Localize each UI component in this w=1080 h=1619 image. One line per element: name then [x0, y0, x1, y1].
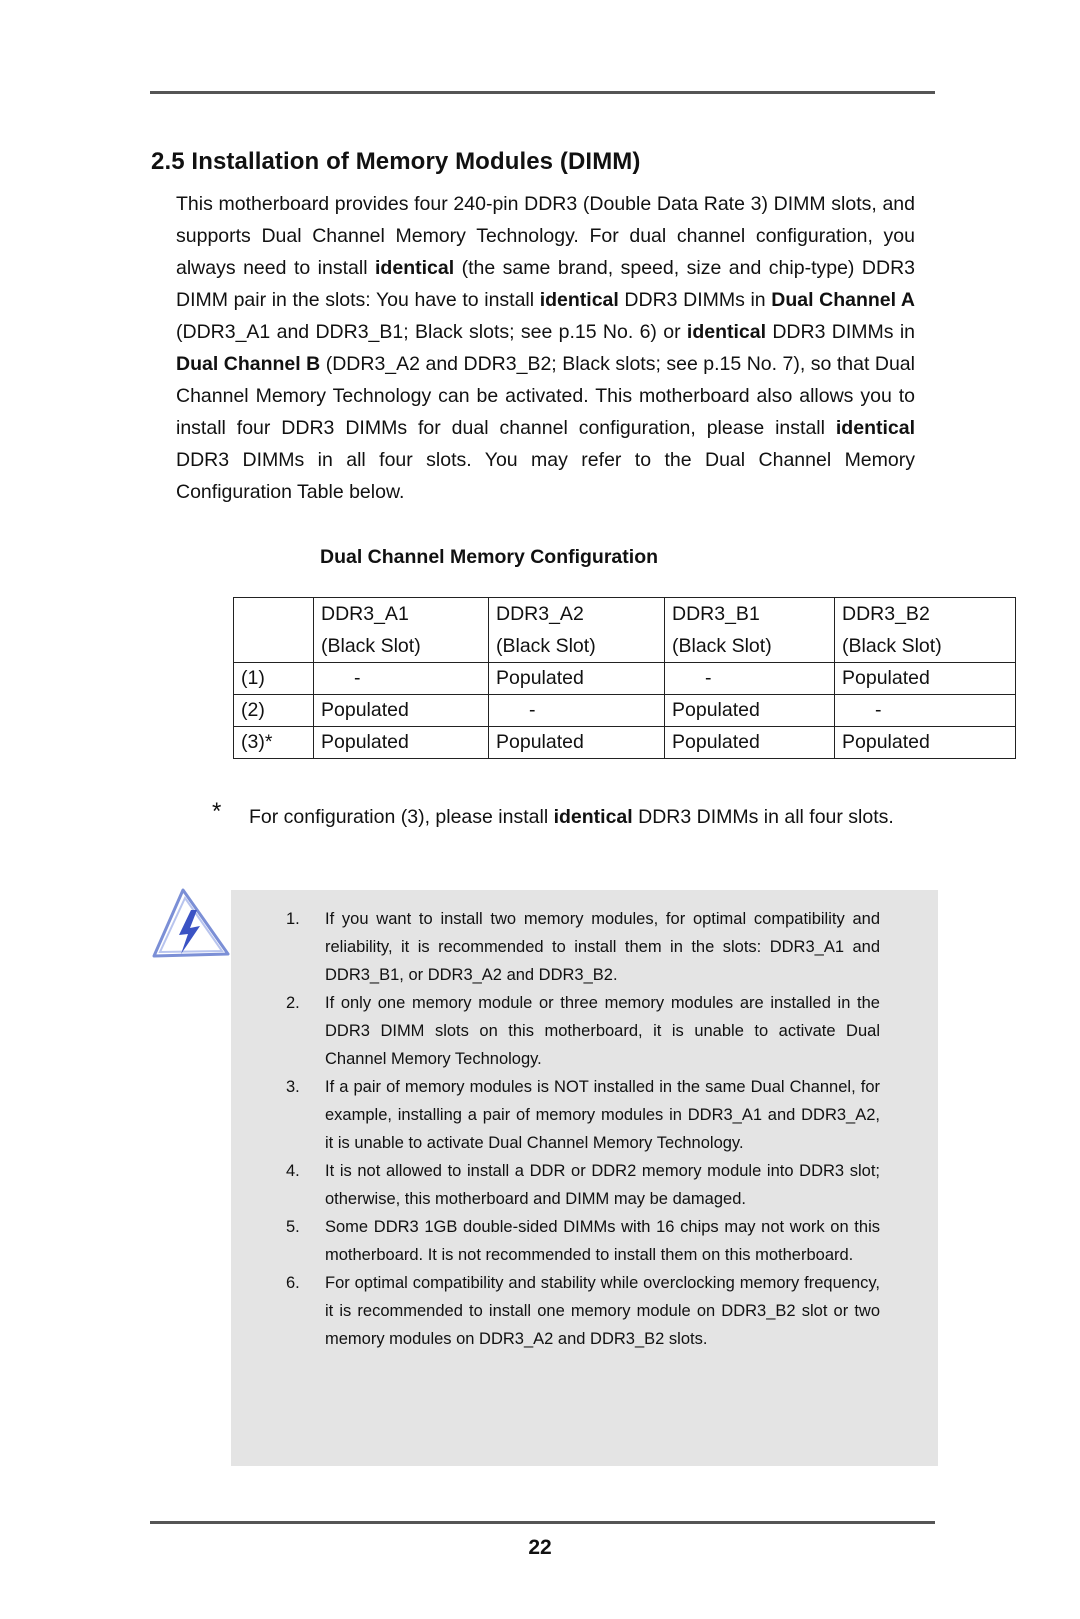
item-text: If a pair of memory modules is NOT installed in the same Dual Channel, for example, installing a pair of memory modules in DDR3_A1 and DDR3_A2, it is unable to activate Dual Channel Memory Technology. [325, 1078, 880, 1152]
intro-emphasis: Dual Channel B [176, 353, 321, 375]
footnote-emphasis: identical [553, 806, 633, 828]
table-cell: Populated [489, 727, 665, 759]
notes-list [280, 905, 880, 1353]
item-number: 5. [286, 1218, 300, 1236]
item-text: For optimal compatibility and stability while overclocking memory frequency, it is recommended to install one memory module on DDR3_B2 slot or two memory modules on DDR3_A2 and DDR3_B2 slots. [325, 1274, 880, 1348]
intro-text: (DDR3_A2 and DDR3_B2; Black slots; see p.15 No. 7), so that Dual Channel Memory Technology can be activated. This motherboard also allows you to install four DDR3 DIMMs for dual channel configuration, please install [176, 353, 915, 439]
table-cell: Populated [835, 663, 1016, 695]
header-cell [489, 598, 665, 663]
table-title: Dual Channel Memory Configuration [320, 546, 659, 568]
item-number: 2. [286, 994, 300, 1012]
intro-text: (DDR3_A1 and DDR3_B1; Black slots; see p.15 No. 6) or [176, 321, 687, 343]
page-number: 22 [528, 1536, 552, 1559]
table-row [234, 663, 1016, 695]
config-label: (2) [234, 695, 314, 727]
slot-name: DDR3_B2 [842, 603, 930, 625]
table-cell: Populated [665, 727, 835, 759]
slot-color: (Black Slot) [672, 635, 772, 657]
memory-config-table [233, 597, 1016, 759]
slot-color: (Black Slot) [496, 635, 596, 657]
item-number: 4. [286, 1162, 300, 1180]
intro-text: DDR3 DIMMs in [618, 289, 772, 311]
item-text: It is not allowed to install a DDR or DDR2 memory module into DDR3 slot; otherwise, this motherboard and DIMM may be damaged. [325, 1162, 880, 1208]
table-cell: - [835, 695, 1016, 727]
list-item [280, 905, 880, 989]
list-item [280, 1213, 880, 1269]
list-item [280, 1157, 880, 1213]
footnote-part: For configuration (3), please install [249, 806, 554, 828]
list-item [280, 989, 880, 1073]
table-cell: Populated [314, 727, 489, 759]
list-item [280, 1269, 880, 1353]
intro-emphasis: identical [835, 417, 915, 439]
intro-emphasis: identical [686, 321, 767, 343]
table-cell: - [489, 695, 665, 727]
slot-color: (Black Slot) [842, 635, 942, 657]
intro-text: (the same brand, speed, size and chip-type) DDR3 DIMM pair in the slots: You have to install [176, 257, 915, 311]
config-label: (3)* [234, 727, 314, 759]
table-row [234, 695, 1016, 727]
intro-emphasis: identical [539, 289, 619, 311]
table-corner-cell [234, 598, 314, 663]
list-item [280, 1073, 880, 1157]
slot-name: DDR3_B1 [672, 603, 760, 625]
table-cell: Populated [314, 695, 489, 727]
intro-text: DDR3 DIMMs in [766, 321, 916, 343]
intro-emphasis: identical [375, 257, 455, 279]
header-rule [150, 91, 935, 94]
intro-emphasis: Dual Channel A [771, 289, 915, 311]
table-cell: Populated [489, 663, 665, 695]
item-number: 6. [286, 1274, 300, 1292]
table-header-row [234, 598, 1016, 663]
item-text: If you want to install two memory modules, for optimal compatibility and reliability, it is recommended to install them in the slots: DDR3_A1 and DDR3_B1, or DDR3_A2 and DDR3_B2. [325, 910, 880, 984]
footnote-part: DDR3 DIMMs in all four slots. [632, 806, 894, 828]
intro-text: This motherboard provides four 240-pin DDR3 (Double Data Rate 3) DIMM slots, and supports Dual Channel Memory Technology. For dual channel configuration, you always need to install [176, 193, 915, 279]
table-cell: - [665, 663, 835, 695]
header-cell [314, 598, 489, 663]
item-number: 3. [286, 1078, 300, 1096]
table-cell: - [314, 663, 489, 695]
footnote-text [249, 796, 909, 838]
table-row [234, 727, 1016, 759]
config-label: (1) [234, 663, 314, 695]
slot-name: DDR3_A1 [321, 603, 409, 625]
intro-text: DDR3 DIMMs in all four slots. You may refer to the Dual Channel Memory Configuration Table below. [176, 449, 915, 503]
section-title: 2.5 Installation of Memory Modules (DIMM) [151, 148, 641, 175]
slot-color: (Black Slot) [321, 635, 421, 657]
table-cell: Populated [665, 695, 835, 727]
item-number: 1. [286, 910, 300, 928]
intro-paragraph [176, 188, 915, 508]
item-text: If only one memory module or three memory modules are installed in the DDR3 DIMM slots on this motherboard, it is unable to activate Dual Channel Memory Technology. [325, 994, 880, 1068]
warning-lightning-icon [150, 888, 232, 962]
item-text: Some DDR3 1GB double-sided DIMMs with 16 chips may not work on this motherboard. It is not recommended to install them on this motherboard. [325, 1218, 880, 1264]
footnote-marker: * [212, 798, 222, 825]
header-cell [835, 598, 1016, 663]
footer-rule [150, 1521, 935, 1524]
header-cell [665, 598, 835, 663]
table-cell: Populated [835, 727, 1016, 759]
slot-name: DDR3_A2 [496, 603, 584, 625]
